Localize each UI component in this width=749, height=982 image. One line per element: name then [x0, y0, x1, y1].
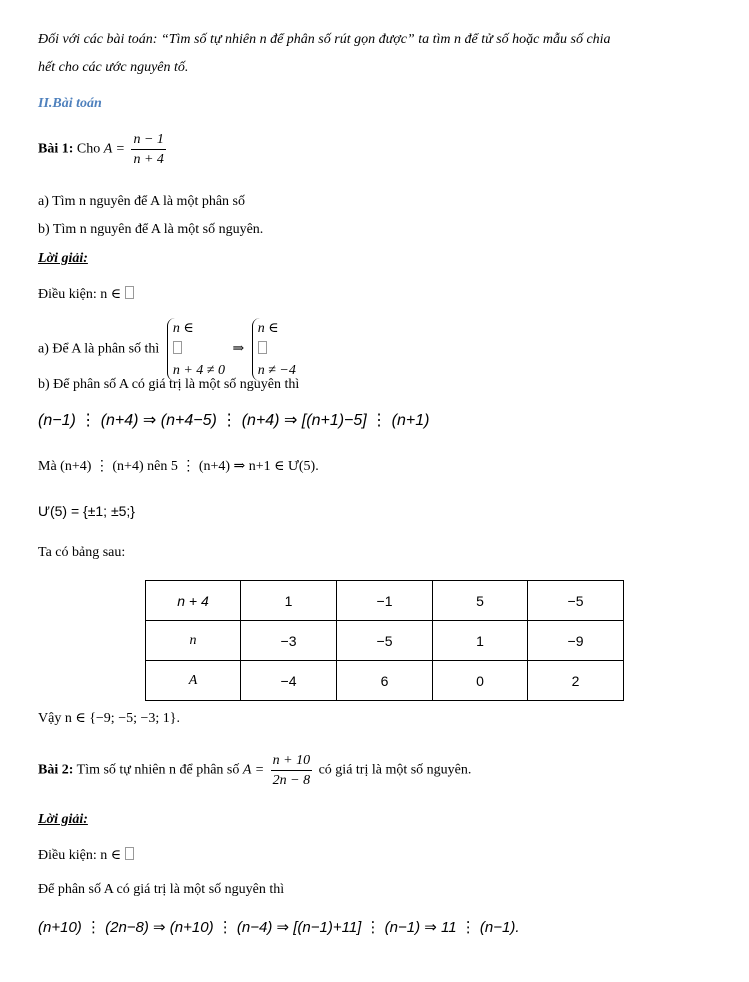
- bai2-condition-text: Điều kiện: n ∈: [38, 848, 125, 863]
- bai2-solution-label: Lời giải:: [38, 812, 88, 827]
- intro-line-1: Đối với các bài toán: “Tìm số tự nhiên n để phân số rút gọn được” ta tìm n để tử số hoặc mẫu số chia: [38, 32, 611, 47]
- system-2-line-1: n ∈: [258, 318, 296, 360]
- bai2-numerator: n + 10: [271, 751, 312, 771]
- table-cell: A: [146, 661, 241, 701]
- bai1-condition-text: Điều kiện: n ∈: [38, 287, 125, 302]
- table-cell: n: [146, 621, 241, 661]
- bai1-numerator: n − 1: [131, 130, 165, 150]
- bai1-part-b: b) Tìm n nguyên để A là một số nguyên.: [38, 222, 264, 237]
- bai2-divisibility-line: (n+10) ⋮ (2n−8) ⇒ (n+10) ⋮ (n−4) ⇒ [(n−1)+11] ⋮ (n−1) ⇒ 11 ⋮ (n−1).: [38, 919, 520, 936]
- table-row: [146, 661, 624, 701]
- bai2-statement: [38, 751, 471, 790]
- bai2-text-before: Tìm số tự nhiên n để phân số: [76, 762, 240, 778]
- missing-glyph-box: [173, 341, 182, 354]
- table-cell: −4: [241, 661, 337, 701]
- bai2-text-after: có giá trị là một số nguyên.: [318, 762, 472, 778]
- table-cell: 1: [433, 621, 528, 661]
- table-cell: −3: [241, 621, 337, 661]
- bai2-condition: [38, 847, 134, 864]
- bai2-lhs: A =: [242, 762, 265, 778]
- table-row: [146, 621, 624, 661]
- bai1-u5-line: Ư(5) = {±1; ±5;}: [38, 503, 135, 519]
- section-heading: II.Bài toán: [38, 96, 102, 111]
- bai2-label: Bài 2:: [38, 762, 74, 778]
- value-table: [145, 580, 624, 701]
- bai2-fraction: [271, 751, 312, 790]
- bai1-cho: Cho: [76, 141, 101, 157]
- system-1: [167, 318, 225, 381]
- table-cell: n + 4: [146, 581, 241, 621]
- table-cell: −9: [528, 621, 624, 661]
- missing-glyph-box: [125, 847, 134, 860]
- bai1-fraction: [131, 130, 165, 169]
- table-cell: −1: [337, 581, 433, 621]
- table-cell: −5: [528, 581, 624, 621]
- bai1-condition: [38, 286, 134, 303]
- bai1-label: Bài 1:: [38, 141, 74, 157]
- bai1-ma-line: Mà (n+4) ⋮ (n+4) nên 5 ⋮ (n+4) ⇒ n+1 ∈ Ư(5).: [38, 459, 319, 474]
- bai1-ans-a-prefix: a) Để A là phân số thì: [38, 341, 160, 357]
- bai2-de-line: Để phân số A có giá trị là một số nguyên thì: [38, 882, 285, 897]
- bai1-answer-b: b) Để phân số A có giá trị là một số nguyên thì: [38, 377, 300, 392]
- table-cell: 2: [528, 661, 624, 701]
- table-cell: −5: [337, 621, 433, 661]
- table-cell: 1: [241, 581, 337, 621]
- table-row: [146, 581, 624, 621]
- bai1-divisibility-line: (n−1) ⋮ (n+4) ⇒ (n+4−5) ⋮ (n+4) ⇒ [(n+1)−5] ⋮ (n+1): [38, 412, 430, 429]
- system-1-line-1: n ∈: [173, 318, 225, 360]
- bai1-lhs: A =: [103, 141, 125, 157]
- bai1-ta-co: Ta có bảng sau:: [38, 545, 126, 560]
- bai1-part-a: a) Tìm n nguyên để A là một phân số: [38, 194, 245, 209]
- implies-symbol: ⇒: [232, 341, 245, 357]
- table-cell: 5: [433, 581, 528, 621]
- table-cell: 6: [337, 661, 433, 701]
- system-2-line-2: n ≠ −4: [257, 363, 296, 378]
- system-2: [252, 318, 296, 381]
- bai1-statement: [38, 130, 169, 169]
- bai1-conclusion: Vậy n ∈ {−9; −5; −3; 1}.: [38, 711, 180, 726]
- system-1-line-2: n + 4 ≠ 0: [172, 363, 225, 378]
- missing-glyph-box: [125, 286, 134, 299]
- bai1-solution-label: Lời giải:: [38, 251, 88, 266]
- intro-line-2: hết cho các ước nguyên tố.: [38, 60, 189, 75]
- bai1-denominator: n + 4: [133, 152, 164, 167]
- table-cell: 0: [433, 661, 528, 701]
- missing-glyph-box: [258, 341, 267, 354]
- bai1-answer-a: [38, 318, 300, 381]
- bai2-denominator: 2n − 8: [272, 773, 311, 788]
